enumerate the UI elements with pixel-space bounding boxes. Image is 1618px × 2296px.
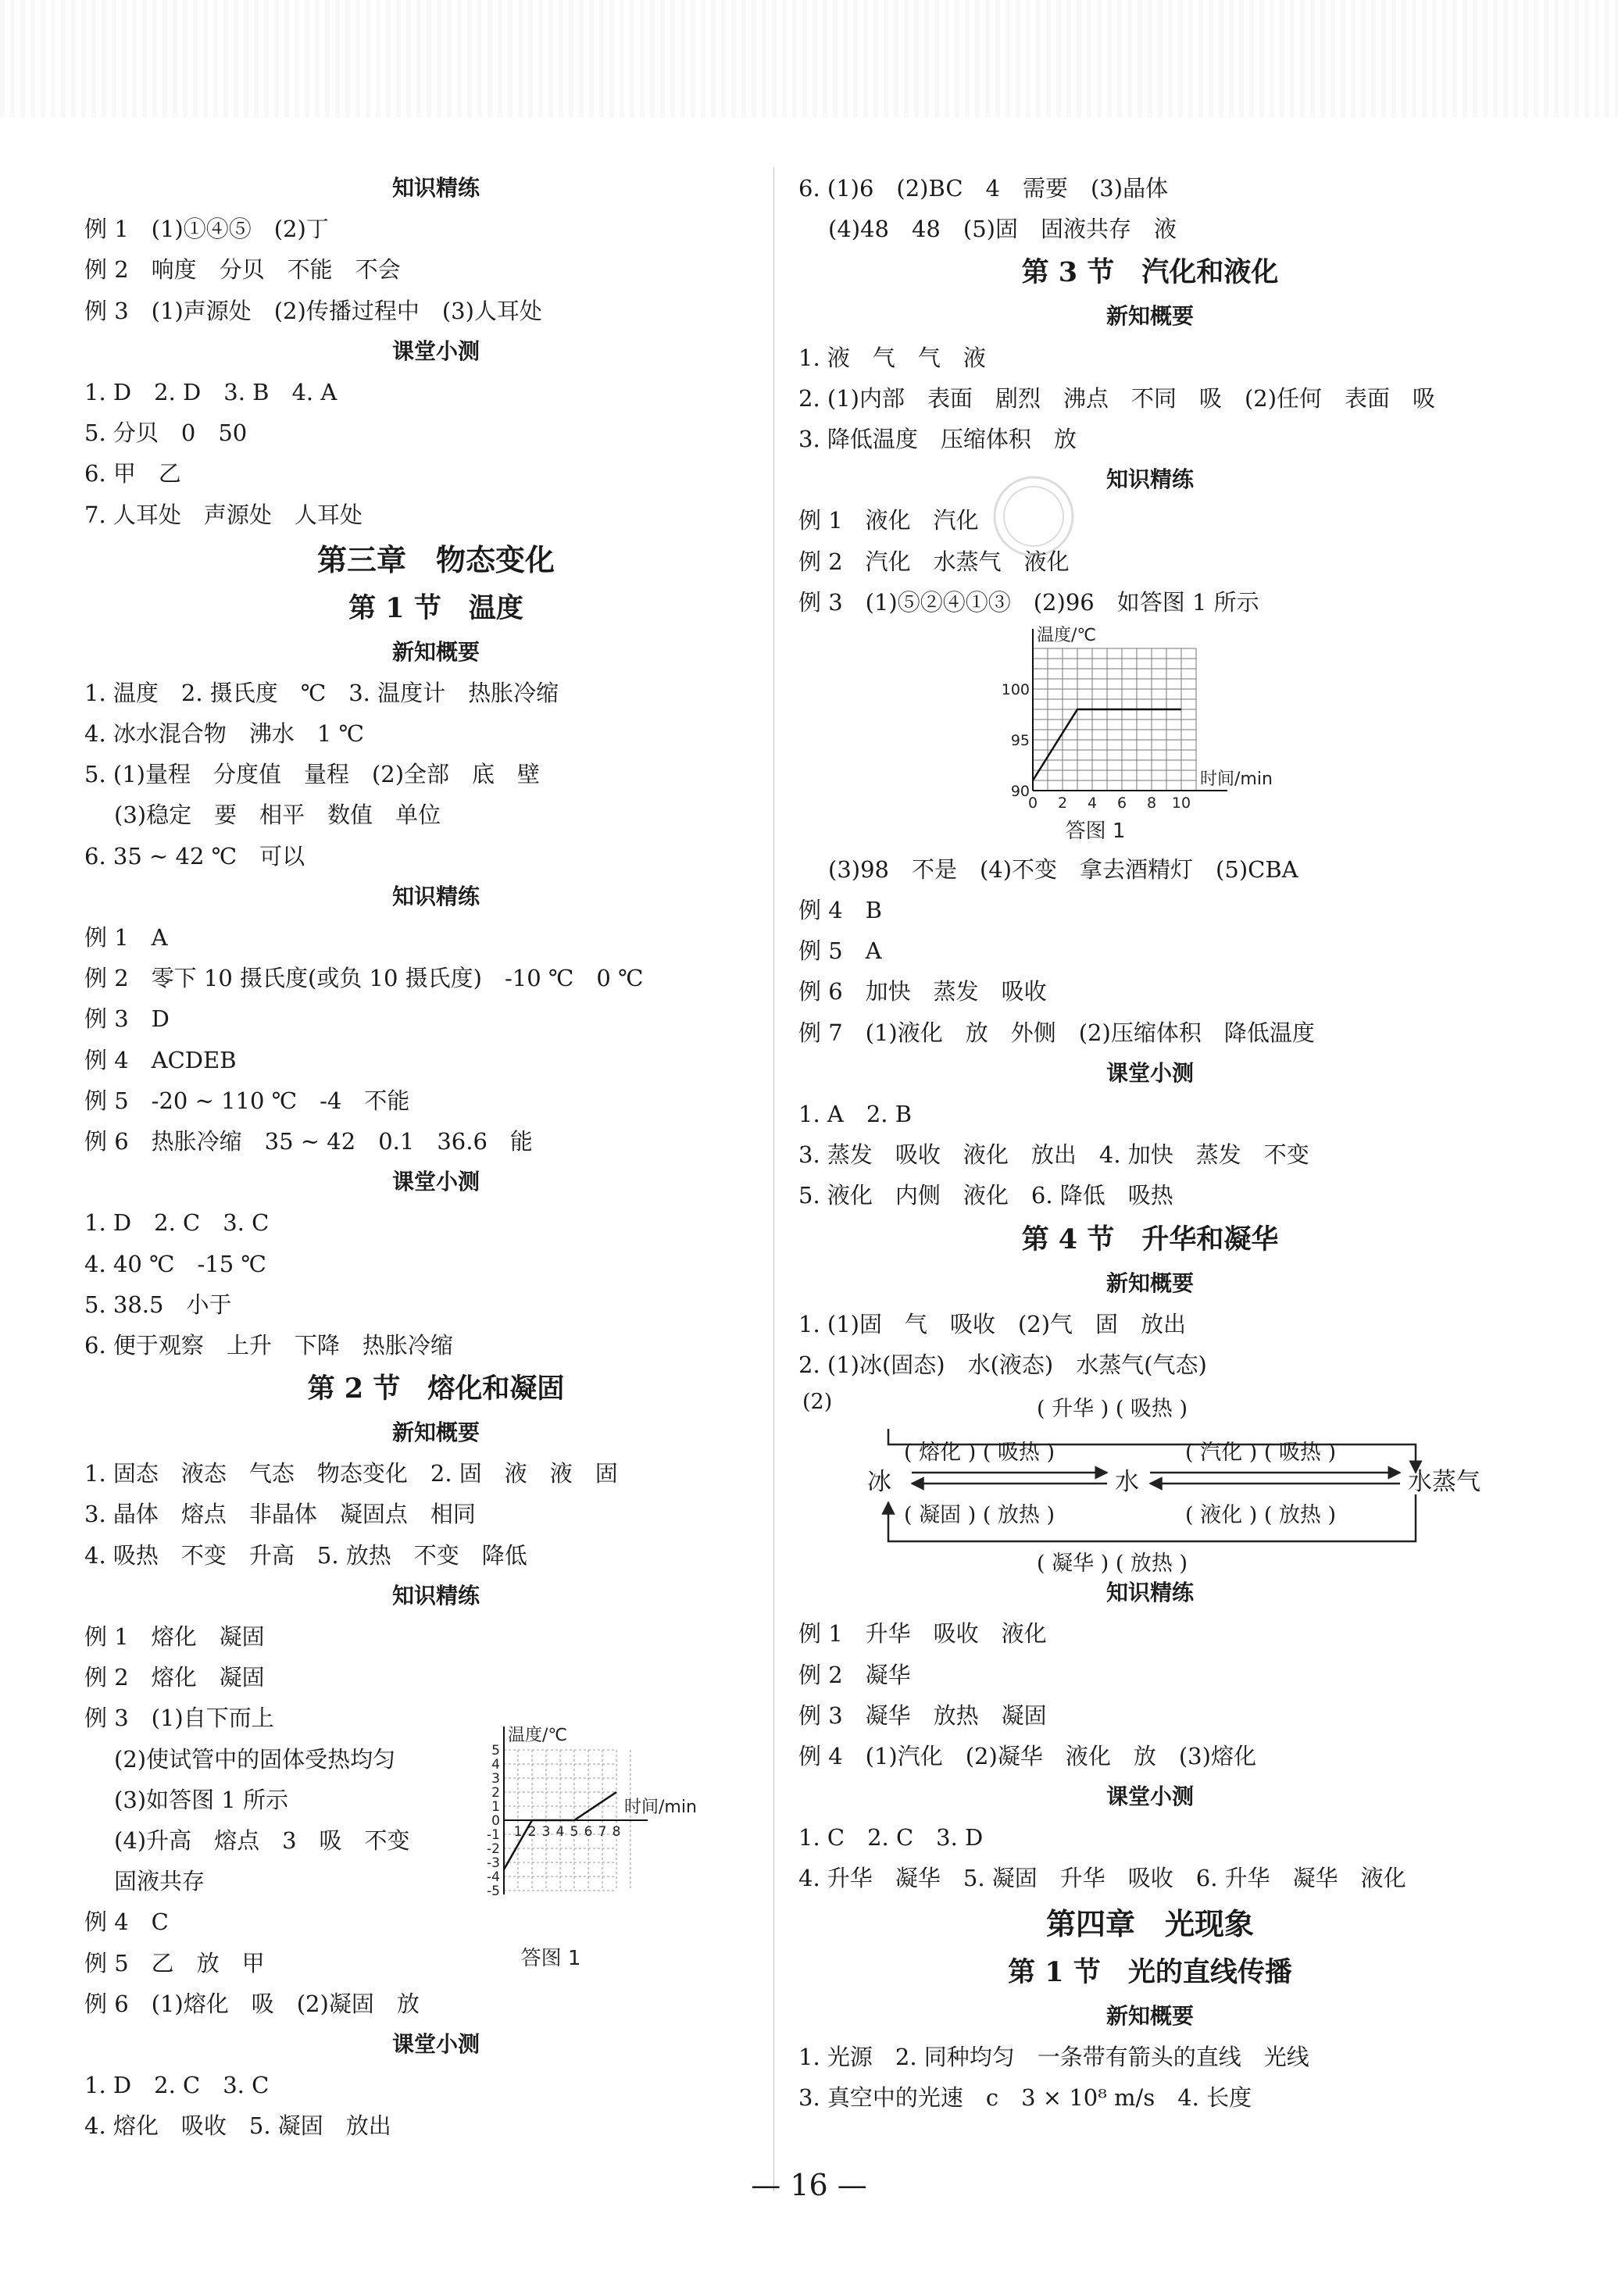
answer-line: 例 6 加快 蒸发 吸收 (798, 978, 1047, 1005)
x-tick-label: 8 (1146, 794, 1157, 812)
chapter-heading: 第四章 光现象 (1045, 1905, 1254, 1941)
subsection-heading: 新知概要 (1105, 303, 1194, 330)
subsection-heading: 知识精练 (391, 175, 480, 201)
answer-line: 3. 真空中的光速 c 3 × 10⁸ m/s 4. 长度 (798, 2084, 1252, 2111)
answer-line: 例 2 熔化 凝固 (84, 1664, 265, 1691)
answer-line: 1. D 2. C 3. C (84, 1209, 270, 1237)
answer-line: 1. D 2. D 3. B 4. A (84, 378, 338, 405)
flow-prefix: (2) (802, 1390, 833, 1415)
section-heading: 第 1 节 光的直线传播 (1008, 1955, 1292, 1988)
answer-line: 例 5 -20 ~ 110 ℃ -4 不能 (84, 1087, 410, 1114)
node-water: 水 (1115, 1468, 1139, 1497)
answer-line: 例 5 乙 放 甲 (84, 1949, 265, 1976)
x-tick-label: 5 (570, 1824, 579, 1840)
answer-line: 例 2 零下 10 摄氏度(或负 10 摄氏度) -10 ℃ 0 ℃ (84, 965, 644, 992)
label-sublimation: ( 升华 ) ( 吸热 ) (1037, 1397, 1188, 1422)
answer-line: 例 4 C (84, 1909, 169, 1936)
subsection-heading: 课堂小测 (1105, 1784, 1194, 1810)
state-change-diagram (798, 1385, 1502, 1576)
answer-line: 例 4 (1)汽化 (2)凝华 液化 放 (3)熔化 (798, 1742, 1256, 1769)
boiling-chart (798, 623, 1502, 849)
x-tick-label: 6 (584, 1824, 593, 1840)
x-tick-label: 7 (598, 1824, 607, 1840)
x-tick-label: 2 (527, 1824, 537, 1840)
answer-line: 例 1 A (84, 924, 168, 951)
answer-line: 例 2 凝华 (798, 1661, 911, 1688)
answer-line: 例 4 ACDEB (84, 1046, 237, 1073)
answer-line: 例 3 (1)自下而上 (84, 1705, 274, 1732)
label-deposition: ( 凝华 ) ( 放热 ) (1037, 1551, 1188, 1576)
answer-line: 1. A 2. B (798, 1101, 913, 1127)
answer-line: 4. 升华 凝华 5. 凝固 升华 吸收 6. 升华 凝华 液化 (798, 1865, 1406, 1892)
subsection-heading: 知识精练 (1105, 1580, 1194, 1606)
answer-line: 例 1 熔化 凝固 (84, 1623, 265, 1650)
subsection-heading: 课堂小测 (391, 337, 480, 364)
x-tick-label: 6 (1116, 794, 1127, 812)
x-tick-label: 3 (541, 1824, 551, 1840)
subsection-heading: 知识精练 (1105, 466, 1194, 493)
label-liquefaction: ( 液化 ) ( 放热 ) (1185, 1503, 1337, 1528)
answer-line: 7. 人耳处 声源处 人耳处 (84, 501, 363, 528)
y-tick-label: -1 (487, 1827, 500, 1843)
subsection-heading: 课堂小测 (391, 2030, 480, 2057)
answer-line: 6. (1)6 (2)BC 4 需要 (3)晶体 (798, 175, 1169, 202)
subsection-heading: 知识精练 (391, 883, 480, 909)
section-heading: 第 4 节 升华和凝华 (1021, 1223, 1279, 1255)
y-tick-label: 5 (491, 1743, 500, 1759)
answer-line: 例 7 (1)液化 放 外侧 (2)压缩体积 降低温度 (798, 1019, 1315, 1046)
label-solidification: ( 凝固 ) ( 放热 ) (904, 1503, 1055, 1528)
answer-line: 5. 分贝 0 50 (84, 420, 248, 447)
answer-line: 1. 固态 液态 气态 物态变化 2. 固 液 液 固 (84, 1460, 618, 1487)
y-tick-label: 100 (1001, 680, 1030, 698)
y-tick-label: 0 (491, 1813, 500, 1829)
x-tick-label: 0 (1027, 794, 1038, 812)
answer-line: 例 1 升华 吸收 液化 (798, 1620, 1047, 1648)
answer-line: 例 4 B (798, 897, 882, 924)
y-tick-label: 95 (1010, 731, 1030, 749)
melting-chart (473, 1707, 770, 1973)
answer-line: 例 3 (1)⑤②④①③ (2)96 如答图 1 所示 (798, 588, 1259, 616)
right-mid-lines (798, 849, 1502, 1385)
subsection-heading: 新知概要 (391, 1419, 480, 1446)
scan-header-strip (0, 0, 1618, 117)
answer-line: 1. C 2. C 3. D (798, 1824, 984, 1851)
answer-line: 6. 便于观察 上升 下降 热胀冷缩 (84, 1331, 453, 1359)
answer-line: 例 3 (1)声源处 (2)传播过程中 (3)人耳处 (84, 297, 542, 324)
y-tick-label: 4 (491, 1757, 500, 1773)
x-axis-label: 时间/min (624, 1798, 697, 1817)
right-top-lines (798, 168, 1502, 623)
label-melting: ( 熔化 ) ( 吸热 ) (904, 1441, 1055, 1466)
chapter-heading: 第三章 物态变化 (316, 541, 555, 577)
y-tick-label: 3 (491, 1771, 500, 1787)
answer-line: 例 3 D (84, 1005, 170, 1033)
answer-line: (3)98 不是 (4)不变 拿去酒精灯 (5)CBA (828, 855, 1298, 883)
answer-line: 3. 晶体 熔点 非晶体 凝固点 相同 (84, 1501, 476, 1528)
answer-line: 例 5 A (798, 937, 882, 965)
answer-line: 4. 熔化 吸收 5. 凝固 放出 (84, 2112, 391, 2140)
y-tick-label: -4 (487, 1869, 500, 1885)
subsection-heading: 课堂小测 (1105, 1059, 1194, 1086)
answer-line: (2)使试管中的固体受热均匀 (114, 1745, 396, 1773)
answer-line: 4. 冰水混合物 沸水 1 ℃ (84, 720, 364, 748)
node-ice: 冰 (867, 1468, 891, 1497)
answer-line: 例 1 液化 汽化 (798, 507, 979, 534)
y-tick-label: -2 (487, 1841, 500, 1857)
y-axis-label: 温度/℃ (1037, 625, 1097, 645)
answer-line: 1. 液 气 气 液 (798, 344, 986, 371)
answer-line: 1. (1)固 气 吸收 (2)气 固 放出 (798, 1310, 1187, 1337)
subsection-heading: 课堂小测 (391, 1169, 480, 1195)
boiling-figure (798, 623, 1502, 849)
node-vapor: 水蒸气 (1408, 1468, 1480, 1497)
answer-line: 例 2 响度 分贝 不能 不会 (84, 256, 401, 284)
right-bottom-lines (798, 1573, 1502, 2118)
y-tick-label: 2 (491, 1785, 500, 1801)
y-tick-label: -3 (487, 1855, 500, 1871)
right-column (798, 168, 1502, 2118)
answer-line: 5. 液化 内侧 液化 6. 降低 吸热 (798, 1182, 1173, 1209)
x-tick-label: 10 (1171, 794, 1191, 812)
answer-line: 4. 吸热 不变 升高 5. 放热 不变 降低 (84, 1541, 527, 1569)
answer-line: 6. 甲 乙 (84, 460, 181, 487)
subsection-heading: 新知概要 (391, 638, 480, 665)
answer-line: 例 6 热胀冷缩 35 ~ 42 0.1 36.6 能 (84, 1127, 533, 1155)
figure-caption: 答图 1 (520, 1947, 581, 1970)
answer-line: 5. 38.5 小于 (84, 1291, 232, 1318)
label-vaporization: ( 汽化 ) ( 吸热 ) (1185, 1441, 1337, 1466)
x-tick-label: 2 (1057, 794, 1068, 812)
subsection-heading: 知识精练 (391, 1582, 480, 1609)
answer-line: 5. (1)量程 分度值 量程 (2)全部 底 壁 (84, 761, 541, 788)
y-axis-label: 温度/℃ (508, 1726, 568, 1745)
section-heading: 第 2 节 熔化和凝固 (307, 1373, 565, 1405)
answer-line: 固液共存 (114, 1868, 205, 1895)
x-tick-label: 4 (555, 1824, 565, 1840)
section-heading: 第 1 节 温度 (348, 591, 523, 624)
answer-line: 1. 光源 2. 同种均匀 一条带有箭头的直线 光线 (798, 2043, 1309, 2070)
figure-caption: 答图 1 (1065, 819, 1126, 843)
answer-line: (3)如答图 1 所示 (114, 1786, 288, 1813)
answer-line: 2. (1)内部 表面 剧烈 沸点 不同 吸 (2)任何 表面 吸 (798, 384, 1436, 412)
answer-line: 2. (1)冰(固态) 水(液态) 水蒸气(气态) (798, 1351, 1207, 1378)
answer-line: 1. D 2. C 3. C (84, 2072, 270, 2099)
answer-line: (4)48 48 (5)固 固液共存 液 (828, 216, 1177, 243)
page-number: — 16 — (751, 2168, 867, 2202)
subsection-heading: 新知概要 (1105, 2002, 1194, 2029)
x-tick-label: 1 (513, 1824, 523, 1840)
answer-line: 3. 蒸发 吸收 液化 放出 4. 加快 蒸发 不变 (798, 1141, 1309, 1169)
x-axis-label: 时间/min (1200, 769, 1273, 789)
y-tick-label: 1 (491, 1799, 500, 1815)
answer-line: 例 3 凝华 放热 凝固 (798, 1701, 1047, 1729)
section-heading: 第 3 节 汽化和液化 (1021, 256, 1279, 289)
subsection-heading: 新知概要 (1105, 1269, 1194, 1296)
answer-line: 4. 40 ℃ -15 ℃ (84, 1250, 266, 1277)
y-tick-label: -5 (487, 1884, 500, 1899)
answer-line: 例 1 (1)①④⑤ (2)丁 (84, 216, 329, 243)
melting-figure (473, 1707, 770, 1973)
y-tick-label: 90 (1010, 782, 1030, 800)
answer-line: 例 6 (1)熔化 吸 (2)凝固 放 (84, 1990, 420, 2017)
answer-line: 1. 温度 2. 摄氏度 ℃ 3. 温度计 热胀冷缩 (84, 679, 559, 706)
answer-line: 例 2 汽化 水蒸气 液化 (798, 548, 1070, 575)
answer-line: 6. 35 ~ 42 ℃ 可以 (84, 842, 305, 869)
answer-line: 3. 降低温度 压缩体积 放 (798, 425, 1077, 452)
x-tick-label: 8 (612, 1824, 621, 1840)
answer-line: (4)升高 熔点 3 吸 不变 (114, 1826, 410, 1854)
x-tick-label: 4 (1087, 794, 1098, 812)
answer-line: (3)稳定 要 相平 数值 单位 (114, 802, 441, 829)
